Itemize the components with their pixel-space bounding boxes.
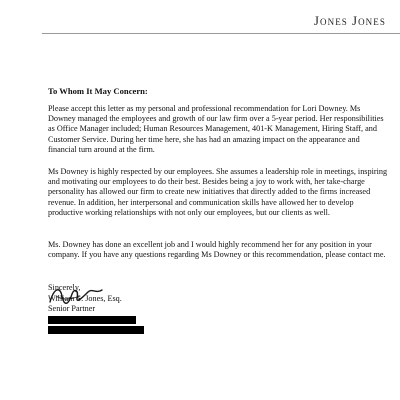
paragraph-3: Ms. Downey has done an excellent job and I would highly recommend her for any position in your company. If you have any questions regarding Ms Downey or this recommendation, please contact me. xyxy=(48,240,386,260)
redaction-bar xyxy=(48,326,144,334)
closing: Sincerely, xyxy=(48,283,81,292)
redaction-bar xyxy=(48,316,136,324)
paragraph-1: Please accept this letter as my personal and professional recommendation for Lori Downey. Ms Downey managed the employees and growth of our law firm over a 5-year period. Her responsibilities as Office Manager included; Human Resources Management, 401-K Management, Hiring Staff, and Customer Service. During her time here, she has had an amazing impact on the appearance and financial turn around at the firm. xyxy=(48,104,384,154)
letterhead-rule xyxy=(42,33,400,34)
paragraph-2: Ms Downey is highly respected by our employees. She assumes a leadership role in meetings, inspiring and motivating our employees to do their best. Besides being a joy to work with, her take-charge personality has allowed our firm to create new initiatives that directly added to the firms increased revenue. In addition, her interpersonal and communication skills have allowed her to develop productive working relationships with not only our employees, but our clients as well. xyxy=(48,167,388,217)
letterhead-firm-name: Jones Jones xyxy=(314,14,386,28)
salutation: To Whom It May Concern: xyxy=(48,86,148,96)
signer-title: Senior Partner xyxy=(48,304,96,314)
signer-name: William S. Jones, Esq. xyxy=(48,294,122,303)
